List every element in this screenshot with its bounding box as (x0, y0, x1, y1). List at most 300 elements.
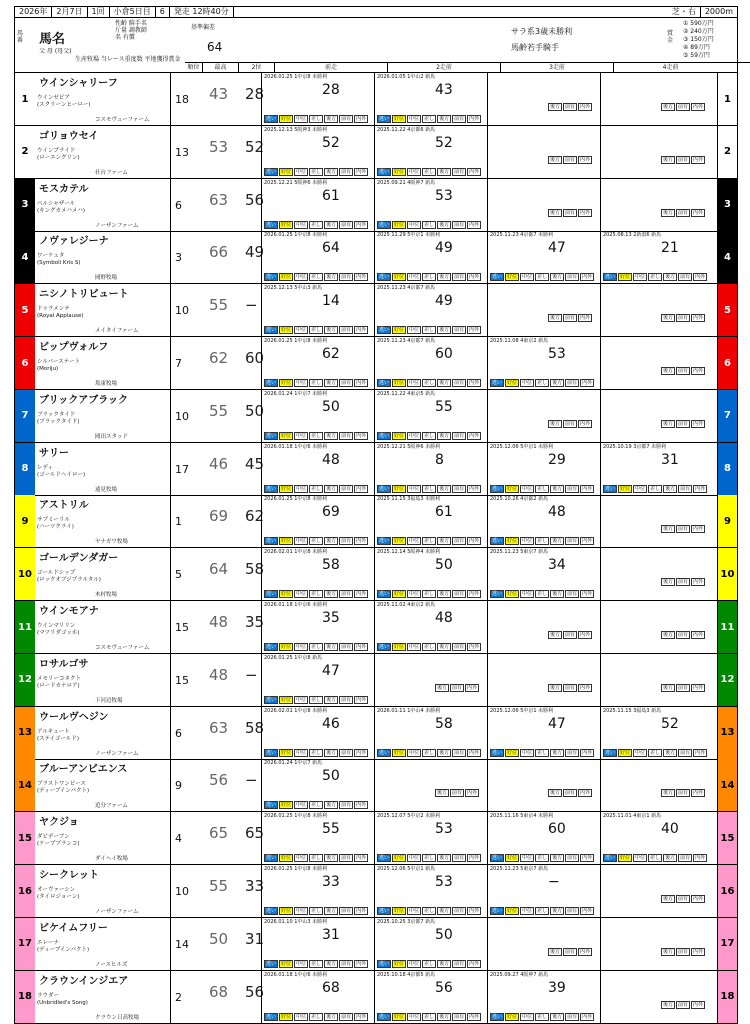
position-tag: 後方 (663, 948, 674, 955)
horse-row (14, 443, 738, 496)
sire: ベルシャザール (37, 200, 76, 207)
past-race-caption: 2025.12.06 5中京1 新馬 (377, 866, 436, 872)
horse-info (35, 865, 171, 917)
position-tag: 前有 (341, 538, 352, 545)
dam: (Moriju) (37, 366, 59, 372)
position-tag: 前有 (567, 485, 578, 492)
past-race-caption: 2025.09.27 4阪神7 新馬 (490, 971, 549, 978)
position-tag: 後方 (663, 156, 674, 163)
position-tag: 差し (424, 221, 435, 228)
past-race (600, 918, 713, 970)
position-tag: 内外 (469, 274, 480, 281)
position-tag: 後方 (663, 104, 674, 110)
year: 2026年 (15, 7, 52, 17)
past-race (374, 654, 487, 706)
horse-row (14, 812, 738, 865)
horse-name: ヤクジョ (39, 817, 79, 829)
position-tag: 内外 (693, 1001, 704, 1008)
past-race-score: 53 (435, 821, 453, 838)
position-tag: 中位 (296, 432, 307, 439)
past-race-score: 31 (322, 926, 340, 943)
past-race (261, 759, 374, 811)
position-tag: 後方 (552, 749, 563, 756)
position-tag: 内外 (356, 908, 367, 914)
position-tag: 好位 (507, 380, 518, 386)
position-tag: 内外 (582, 485, 593, 492)
position-tag: 後方 (439, 327, 450, 334)
position-tag: 前有 (565, 632, 576, 638)
past-race-score: 49 (435, 240, 453, 257)
past-race (487, 812, 600, 864)
breeder: ヤナガワ牧場 (95, 539, 128, 546)
gate-number-left: 5 (15, 284, 35, 336)
position-tag: 中位 (522, 855, 533, 862)
position-tag: 逃い (266, 221, 277, 228)
second-score: 58 (245, 560, 265, 579)
position-tag: 逃い (379, 116, 390, 122)
position-tag: 内外 (356, 960, 367, 967)
position-tag: 前有 (341, 327, 352, 334)
position-tag: 前有 (454, 168, 465, 175)
past-race (374, 126, 487, 178)
past-race (600, 812, 713, 864)
name-label: 馬名 (39, 32, 66, 47)
position-tag: 後方 (439, 485, 450, 492)
past-race-caption: 2025.10.19 3京都7 未勝利 (603, 443, 667, 450)
past-race-caption: 2025.10.26 4京都2 新馬 (490, 496, 549, 503)
position-tag: 内外 (695, 855, 706, 862)
rank: 7 (175, 357, 182, 370)
baseline-label: 基準偏差 (191, 24, 216, 31)
position-tag: 差し (311, 644, 322, 650)
breeder: ノースヒルズ (95, 961, 128, 968)
position-tag: 中位 (409, 1013, 420, 1020)
sire: エレーナ (37, 939, 60, 946)
position-tag: 内外 (469, 538, 480, 545)
horse-name: アストリル (39, 500, 89, 512)
position-tag: 中位 (296, 644, 307, 650)
best-score: 68 (209, 982, 229, 1001)
position-tag: 中位 (296, 802, 307, 809)
gate-number-right: 6 (717, 337, 737, 389)
position-tag: 前有 (454, 749, 465, 756)
position-tag: 差し (537, 591, 548, 598)
position-tag: 差し (537, 855, 548, 862)
position-tag: 前有 (341, 274, 352, 281)
gate-number-left: 1 (15, 73, 35, 125)
position-tag: 後方 (326, 960, 337, 967)
past-race-caption: 2026.01.05 1中山2 新馬 (377, 74, 436, 80)
past-race-caption: 2025.11.16 5東京4 未勝利 (490, 813, 554, 820)
past-race-score: 68 (322, 979, 340, 996)
position-tag: 内外 (693, 209, 704, 216)
horse-row (14, 284, 738, 337)
best-score: 50 (209, 929, 229, 948)
position-tag: 好位 (507, 855, 518, 862)
position-tag: 差し (424, 1013, 435, 1020)
position-tag: 後方 (326, 644, 337, 650)
horse-row (14, 865, 738, 918)
position-tag: 後方 (663, 526, 674, 533)
position-tag: 内外 (580, 104, 591, 110)
breeder: 坂東牧場 (95, 381, 118, 387)
position-tag: 差し (311, 960, 322, 967)
position-tag: 逃い (379, 960, 390, 967)
past-race-caption: 2026.01.25 1中京8 未勝利 (264, 813, 328, 820)
position-tag: 後方 (439, 432, 450, 439)
position-tag: 中位 (296, 538, 307, 545)
position-tag: 好位 (507, 485, 518, 492)
position-tag: 逃い (266, 432, 277, 439)
position-tag: 逃い (266, 802, 277, 809)
breeder: コスモヴューファーム (95, 117, 150, 123)
past-race-score: − (548, 874, 560, 890)
position-tag: 前有 (341, 432, 352, 439)
position-tag: 逃い (266, 591, 277, 598)
past-race (374, 179, 487, 231)
sire: ウインゼピア (37, 95, 70, 101)
past-race (487, 865, 600, 917)
position-tag: 後方 (663, 790, 674, 797)
rank: 10 (175, 885, 189, 898)
position-tag: 内外 (693, 896, 704, 902)
past-race-score: 31 (661, 451, 679, 468)
position-tag: 差し (537, 485, 548, 492)
position-tag: 内外 (580, 156, 591, 163)
past-race-score: 55 (435, 398, 453, 415)
position-tag: 後方 (552, 380, 563, 386)
past-race-caption: 2025.11.15 3福島3 新馬 (603, 707, 662, 714)
rank: 14 (175, 937, 189, 951)
position-tag: 好位 (394, 591, 405, 598)
position-tag: 前有 (341, 485, 352, 492)
start-time: 発走 12時40分 (170, 7, 234, 17)
past-race (600, 443, 713, 495)
second-score: 28 (245, 85, 265, 103)
position-tag: 前有 (678, 790, 689, 797)
rank: 1 (175, 515, 182, 529)
horse-row (14, 601, 738, 654)
horse-name: ウールヴヘジン (39, 711, 109, 723)
position-tag: 差し (424, 274, 435, 281)
dam: (タイロジョーン) (37, 894, 80, 900)
position-tag: 前有 (567, 274, 578, 281)
position-tag: 逃い (379, 1013, 390, 1020)
position-tag: 好位 (394, 116, 405, 122)
gate-number-right: 1 (717, 73, 737, 125)
horse-row (14, 654, 738, 707)
position-tag: 内外 (695, 749, 706, 756)
position-tag: 中位 (409, 749, 420, 756)
past-race-score: 48 (548, 504, 566, 521)
position-tag: 前有 (341, 908, 352, 914)
position-tag: 好位 (281, 855, 292, 862)
sire: サブミーリル (37, 517, 71, 524)
past-race-score: 21 (661, 240, 679, 257)
dam: (ゴールドヘイロー) (37, 471, 86, 478)
second-score: − (245, 296, 258, 315)
position-tag: 前有 (678, 104, 689, 110)
position-tag: 前有 (678, 315, 689, 322)
position-tag: 後方 (550, 104, 561, 110)
position-tag: 後方 (663, 1001, 674, 1008)
past-race-score: 43 (435, 82, 453, 98)
position-tag: 前有 (341, 749, 352, 756)
position-tag: 内外 (582, 591, 593, 598)
position-tag: 内外 (580, 790, 591, 797)
position-tag: 逃い (492, 538, 503, 545)
position-tag: 内外 (356, 538, 367, 545)
position-tag: 内外 (356, 749, 367, 756)
dam: (ディープインパクト) (37, 788, 90, 795)
best-score: 62 (209, 349, 229, 367)
position-tag: 差し (311, 855, 322, 862)
position-tag: 内外 (693, 632, 704, 638)
breeder: 追分ファーム (95, 803, 128, 810)
position-tag: 好位 (394, 644, 405, 650)
past-race-caption: 2025.11.23 4京都7 未勝利 (490, 232, 554, 239)
position-tag: 好位 (281, 908, 292, 914)
position-tag: 逃い (379, 168, 390, 175)
second-score: 33 (245, 877, 265, 895)
position-tag: 前有 (454, 380, 465, 386)
past-race (374, 601, 487, 653)
position-tag: 前有 (454, 274, 465, 281)
position-tag: 中位 (522, 1013, 533, 1020)
position-tag: 逃い (266, 908, 277, 914)
position-tag: 差し (537, 908, 548, 914)
position-tag: 中位 (296, 116, 307, 122)
past-race-caption: 2026.01.18 1中京6 未勝利 (264, 443, 328, 450)
position-tag: 中位 (522, 908, 533, 914)
past-race-score: 53 (435, 187, 453, 204)
position-tag: 差し (424, 591, 435, 598)
past-race-caption: 2025.11.23 5東京7 新馬 (490, 866, 549, 872)
past-race-caption: 2025.11.23 4京都7 新馬 (377, 285, 436, 292)
horse-info (35, 918, 171, 970)
position-tag: 前有 (565, 209, 576, 216)
position-tag: 内外 (356, 696, 367, 703)
past-race-score: 55 (322, 821, 340, 838)
position-tag: 後方 (326, 908, 337, 914)
position-tag: 中位 (296, 380, 307, 386)
position-tag: 好位 (394, 855, 405, 862)
sire: ダビデーブン (37, 834, 70, 841)
parent-labels: 父 母 (母父) (39, 48, 72, 55)
past-race-score: 48 (322, 451, 340, 468)
past-race-caption: 2025.10.25 3京都7 新馬 (377, 918, 436, 925)
position-tag: 内外 (693, 790, 704, 797)
position-tag: 差し (311, 696, 322, 703)
position-tag: 後方 (439, 749, 450, 756)
gate-number-left: 13 (15, 707, 35, 759)
gate-number-left: 17 (15, 918, 35, 970)
position-tag: 逃い (605, 855, 616, 862)
past-race-score: 53 (435, 874, 453, 890)
position-tag: 中位 (409, 644, 420, 650)
position-tag: 後方 (326, 221, 337, 228)
past-race (374, 707, 487, 759)
position-tag: 後方 (439, 855, 450, 862)
position-tag: 後方 (326, 274, 337, 281)
rank: 13 (175, 145, 189, 159)
position-tag: 内外 (693, 315, 704, 322)
position-tag: 中位 (409, 168, 420, 175)
rank: 4 (175, 832, 182, 846)
position-tag: 差し (424, 538, 435, 545)
past-race (600, 971, 713, 1023)
second-score: − (245, 665, 258, 684)
position-tag: 内外 (356, 274, 367, 281)
position-tag: 好位 (620, 274, 631, 281)
position-tag: 好位 (281, 327, 292, 334)
gate-number-right: 3 (717, 179, 737, 231)
sire: ブラックタイド (37, 411, 76, 418)
position-tag: 中位 (296, 591, 307, 598)
position-tag: 後方 (439, 274, 450, 281)
gate-number-left: 4 (15, 231, 35, 283)
past-race-caption: 2025.11.22 4東京5 新馬 (377, 390, 436, 397)
past-race-score: 58 (322, 557, 340, 574)
horse-name: モスカテル (39, 183, 89, 195)
position-tag: 後方 (437, 684, 448, 691)
position-tag: 内外 (356, 644, 367, 650)
past-race (261, 548, 374, 600)
breeder: 遠見牧場 (95, 486, 118, 493)
position-tag: 前有 (454, 908, 465, 914)
position-tag: 好位 (620, 855, 631, 862)
position-tag: 前有 (454, 485, 465, 492)
best-score: 55 (209, 296, 229, 315)
best-score: 48 (209, 665, 229, 684)
past-race (374, 548, 487, 600)
position-tag: 逃い (266, 485, 277, 492)
position-tag: 中位 (635, 485, 646, 492)
rank: 6 (175, 726, 182, 740)
position-tag: 後方 (326, 1013, 337, 1020)
position-tag: 差し (311, 116, 322, 122)
position-tag: 差し (311, 802, 322, 809)
horse-info (35, 337, 171, 389)
position-tag: 中位 (522, 591, 533, 598)
position-tag: 差し (537, 380, 548, 386)
dam: (スクリーンヒーロー) (37, 102, 91, 108)
breeder: 岡野牧場 (95, 275, 118, 282)
position-tag: 好位 (281, 432, 292, 439)
position-tag: 前有 (454, 538, 465, 545)
breeder: 岡田スタッド (95, 433, 129, 440)
horse-info (35, 971, 171, 1023)
past-race (374, 865, 487, 917)
position-tag: 逃い (492, 591, 503, 598)
position-tag: 内外 (469, 960, 480, 967)
position-tag: 後方 (663, 684, 674, 691)
position-tag: 差し (424, 327, 435, 334)
position-tag: 好位 (620, 485, 631, 492)
position-tag: 好位 (394, 168, 405, 175)
owner-labels: 生産牧場 当レース重度数 平地獲得賞金 (75, 56, 181, 63)
position-tag: 中位 (296, 485, 307, 492)
gate-number-left: 11 (15, 601, 35, 653)
position-tag: 中位 (409, 485, 420, 492)
gate-number-right: 11 (717, 601, 737, 653)
past-race (261, 443, 374, 495)
position-tag: 逃い (492, 1013, 503, 1020)
horse-row (14, 231, 738, 284)
position-tag: 差し (537, 749, 548, 756)
best-score: 46 (209, 454, 229, 473)
race-title: サラ系3歳未勝利 (511, 27, 573, 36)
horse-name: ブリックアブラック (39, 394, 128, 406)
position-tag: 中位 (409, 432, 420, 439)
position-tag: 中位 (522, 749, 533, 756)
past-race-score: 62 (322, 346, 340, 362)
past-race (261, 231, 374, 283)
past-race-caption: 2026.01.18 1中京6 未勝利 (264, 602, 328, 608)
rank: 18 (175, 93, 189, 106)
horse-info (35, 390, 171, 442)
horse-info (35, 179, 171, 231)
position-tag: 前有 (341, 591, 352, 598)
position-tag: 後方 (552, 1013, 563, 1020)
breeder: コスモヴューファーム (95, 645, 150, 651)
position-tag: 逃い (492, 749, 503, 756)
position-tag: 逃い (492, 855, 503, 862)
position-tag: 内外 (356, 380, 367, 386)
position-tag: 差し (537, 274, 548, 281)
past-race-caption: 2025.11.08 4東京2 新馬 (490, 338, 549, 344)
position-tag: 内外 (693, 368, 704, 374)
position-tag: 差し (311, 432, 322, 439)
past-race-score: 14 (322, 293, 340, 310)
horse-info (35, 759, 171, 811)
gate-number-left: 9 (15, 495, 35, 547)
second-score: 62 (245, 507, 265, 526)
past-race (261, 390, 374, 442)
past-race-caption: 2026.01.25 1中京8 新馬 (264, 654, 323, 661)
position-tag: 中位 (409, 116, 420, 122)
position-tag: 逃い (379, 327, 390, 334)
position-tag: 内外 (469, 327, 480, 334)
second-score: − (245, 771, 258, 790)
gate-number-left: 15 (15, 812, 35, 864)
dam: (ローエングリン) (37, 154, 80, 161)
position-tag: 内外 (582, 749, 593, 756)
past-race (374, 73, 487, 125)
past-race (374, 284, 487, 336)
baseline-value: 64 (207, 40, 223, 54)
horse-name: シークレット (39, 870, 99, 881)
past-race (487, 601, 600, 653)
breeder: ノーザンファーム (95, 909, 139, 915)
position-tag: 逃い (266, 274, 277, 281)
past-race-caption: 2026.01.24 1中京7 新馬 (264, 760, 323, 767)
position-tag: 中位 (409, 327, 420, 334)
horse-info (35, 126, 171, 178)
position-tag: 差し (537, 538, 548, 545)
past-race-score: 28 (322, 82, 340, 98)
second-score: 65 (245, 824, 265, 843)
past-race (261, 812, 374, 864)
position-tag: 前有 (678, 896, 689, 902)
horse-info (35, 495, 171, 547)
position-tag: 差し (424, 432, 435, 439)
distance: 2000m (704, 7, 733, 16)
position-tag: 前有 (341, 855, 352, 862)
past-race-score: 50 (435, 926, 453, 943)
position-tag: 内外 (356, 432, 367, 439)
position-tag: 前有 (565, 315, 576, 322)
